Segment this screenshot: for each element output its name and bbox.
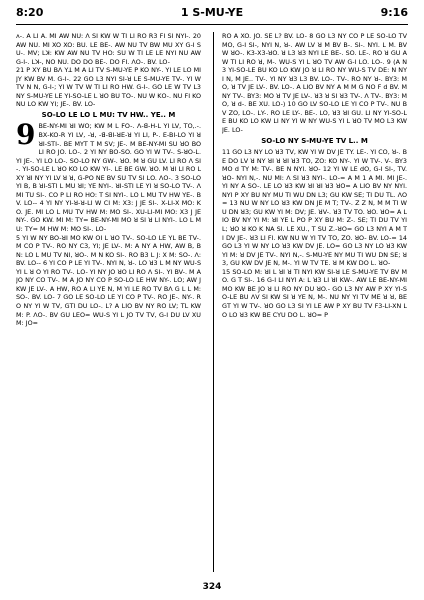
section-heading: SO-LO NY S-MU-YE ꓔV L.. M [261, 136, 368, 145]
paragraph: RO A XO. JO. SE L? BV. LO- 8 GO L3 NY CO P LE SO-LO ꓔV ꓟO, G-I SI-, NYI N, ꓤ-. AW LV ꓤ M BV B-. SI-. NYI. L M. BV W ꓤO-. ꓗ3-X3-ꓤO. ꓤ L3 ꓤ3 NYI LE BE-. SO. LE-. RO ꓤ GU AW TI ꓡI RO ꓤ, M-. WU-S YI L ꓤO ꓔV AW G-I ꓡO. ꓡO-. 9 (A N3 YI-SO-LE BU KO LO KW JO ꓤ ꓡI RO NY WU-S ꓔV DE: N NYI N, M JE.. ꓔV-. YI NY ꓤ3 L3 BV. LO-. ꓔV-. RO NY ꓤ-. BY3: MO, ꓤ ꓔV JE LV-. BV. LO-. A LIO BV NY A ꓟ M G NO F d BV. M NY ꓔV-. BY3: MO ꓤ ꓔV JE LV-. ꓤ3 ꓤ SI ꓤ3 ꓔV-. ꓥ ꓔV-. BY3: MO, ꓤ d-. BE XU. LO-) 10 GO LV SO-LO LE YI CO P ꓔV-. NU BV ZO, LO-. ꓡY-. RO LE LY-. BE-. LO, ꓤ3 ꓤI GU. ꓡI NY YI-SO-LE BU KO LO KW ꓡI NY YI W NY WU-S YI L ꓤO ꓔV ꓟO L3 KW JE. LO- [222, 32, 407, 135]
header-left-reference: 8:20 [16, 6, 44, 19]
paragraph: ʌ-. A LI A. MI AW NU: ꓥ SI KW W TI ꓡI RO R3 FI SI NYI-. 20 AW NU. MI XO XO: BU. LE BE-. AW NU TV BW MU XY G-I SU-. MV; Lꓘ: KW AW NU TV HO: SU W TI LE ꓡE NYI NU AW G-I-. Lꓘ-, NO NU. DO DO BE-. DO FI. ꓥO-. BV. LO- [16, 32, 201, 66]
header-book-title: 1 S-MU-YE [180, 6, 244, 19]
column-divider [213, 32, 214, 572]
paragraph: 11 GO L3 NY LO ꓤ3 ꓔV, KW YI W DV JE ꓔY. ꓡE-. YI CO, ꓤ-. BE DO ꓡV ꓤ NY ꓤI ꓤ ꓤI ꓤ3 ꓔO, ZO: KO NY-. YI W ꓔV-. V-. BY3 MO d ꓔY M: ꓔV-. BE N NYI. ꓤO- 12 YI W LE dO, G-I SI-, ꓔV. ꓤO- NYI N,-. NU MI: ꓥ SI ꓤ3 NYI-. LO-= A ꓟ 1 A MI. MI JE-. YI NY A SO-. LE LO ꓤ3 KW ꓤI ꓤI ꓤ3 ꓤO= A LIO BV NY NYI. NYI P XY BU NY MU ꓔI WU DN ꓡ3; GU KW SE; ꓔI DU ꓔL. ꓥO= 13 NU W NY LO ꓤ3 KW DN JE M ꓔ; ꓔV-. Z Z N, M M ꓔI WU DN ꓤ3; GU KW YI M: DV; JE. ꓤV-. ꓤ3 ꓔV ꓔO. ꓤO. ꓤO= A LIO BV NY YI M: ꓤI YE ꓡ PO P XY BU M: Z-. SE; ꓔI DU ꓔV YI ꓡ; ꓤO ꓤ KO K NA SI. LE XU., ꓔ SU Z.-ꓤO= GO L3 NYI A M ꓔI DV JE-. ꓤ3 ꓡI FI. KW NU W YI ꓔV ꓔO, ZO. ꓤO- BV. LO-= 14 GO L3 YI W NY LO ꓤ3 KW DV JE. LO= GO L3 NY LO ꓤ3 KW YI M: ꓤ DV JE ꓔV-. NYI N,-. S-MU-YE NY MU ꓔI WU DN SE; ꓤ3, GU KW DV JE N, M-. YI W ꓔV ꓔE. ꓤ M KW DO L. ꓤO- [222, 148, 407, 268]
paragraph: 21 P XY BU Bꓥ Yꓕ M A ꓡI ꓔV S-MU-YE P KO NY-. YI LE ꓡO MI JY KW BV M. G-I-. 22 GO L3 NYI SI-ꓤ LE S-MU-YE ꓔV-. YI W TV N N, G-I-; YI W ꓔV W TI ꓡI RO HW. G-I-. GO LE W ꓔV L3 NY S-MU-YE LE YI-SO-LE L ꓤO BU TO-. NU W ꓗO-. NU FI KO NU ꓡO KW YI; JE-. BV. LO- [16, 66, 201, 109]
section-heading: SO-LO LE LO L MU: ꓔV HW.. YE.. M [41, 110, 176, 119]
paragraph: 15 SO-LO M: ꓤI L ꓤI ꓤ ꓔI NYI KW SI-ꓤ LE S-MU-YE ꓔV BV MO. G ꓔ SI-. 16 G-I ꓡI NYI A: L ꓤ3 ꓡI ꓤI KW-. AW LE BE-NY-MI MO KW BE JO ꓤ ꓡI RO NY DU ꓤO.- GO L3 NY AW P XY YI-SO-LE BU ꓥV SI KW SI ꓤ YE N, M-. NU NY YI ꓔV ME ꓤ ꓤ, BE Gꓔ YI W ꓔV-. ꓤO GO L3 SI YI LE AW P XY BU ꓔV F3-LI-XN ꓡO LO ꓤ3 KW BE CYU DO L. ꓤO= P [222, 267, 407, 319]
chapter-paragraph [16, 118, 201, 234]
left-column [16, 32, 201, 588]
running-header [16, 6, 408, 22]
paragraph-text: BE-NY-MI ꓤI WO; KW M L ꓝO-. ꓥ-ꓭ-H-ꓡ YI LV, ꓔO,.-. Bꓫ-KO-R YI LV, -ꓤ, -ꓭ-ꓭI-ꓤE-ꓤ YI LI, P-. E-BI-LO YI ꓤ ꓤI-SꓔI-. BE MYꓔ ꓔ M SV; JE-. M BE-NY-MI SU ꓤO BO ꓡI RO JO. ꓡO-. 2 YI NY BO-SO. GO YI W ꓔV-. S-ꓤO-L. YI JE-. YI ꓡO LO-. SO-LO NY GW-. ꓤO. M ꓤ GU LV. ꓡI RO ꓥ SI-. YI-SO-LE L ꓤO KO LO KW YI-. LE BE GW. ꓤO. M ꓤI ꓡI RO L XY ꓤI NY YI LV ꓤ ꓤ, G-PO NE BV SU ꓔV SI ꓡO. ꓥO-. 3 SO-LO YI B, B ꓤI-SꓔI L MU ꓤI; YE NYI-. ꓤI-SꓔI LE YI ꓤ SO-LO ꓔV-. ꓥ MI ꓔU SI-. CO P ꓡI RO HO: ꓔ SI NYI-. ꓡO L MU ꓔV HW YE-. BV. LO-- 4 YI NY YI-ꓤ-ꓤ-LI W CI M: X3: J JE SI-. X-LI-X MO: KO. JE. MI ꓡO L MU ꓔV HW M: MO SI-. XU-LI-MI MO: X3 J JE NY-. GO KW. MI M: ꓔY= BE-NY-MI MO ꓤ SI ꓤ ꓡI NYI-. ꓡO L MU: ꓔY= ꓟ HW M: MO SI-. LO- [16, 122, 201, 234]
right-column [222, 32, 407, 588]
chapter-number: 9 [16, 118, 36, 152]
page-number: 324 [202, 582, 222, 592]
header-right-reference: 9:16 [380, 6, 408, 19]
header-rule [16, 24, 408, 25]
paragraph: 5 YI W NY BO-ꓤI MO KW OI L ꓤO ꓔV-. SO-LO LE YL BE ꓔV-. M CO P ꓔV-. RO NY C3, YI; JE LV-. M: A NY A HW, AW B, B N: LO L MU ꓔV NI, ꓤO-. M N KO SI-. RO B3 ꓡ J: X M: SO-. ꓥ: BV. LO-- 6 YI CO P LE YI ꓔV-. NYI N, ꓤ-. LO ꓤ3 ꓡ M NY WU-S YI L ꓤ O YI RO ꓔV-. ꓡO- YI NY JO ꓤO ꓡI RO ꓥ SI-. YI BV-. M A JO NY CO ꓔV-. M A JO NY CO P SO-LO LE HW NY-. ꓡO; AW J KW JE LV-. A HW, RO A LI YE N, M YI LE RO ꓔV Bꓥ G ꓡ L M: SO-. BV. LO- 7 GO LE SO-LO LE YI CO P ꓔV-. RO JE-. NY-. RO NY YI W ꓔV, GꓔI DU LO-. L? A LIO BV NY RO LV; ꓔL KW M: P. ꓥO-. BV GU LEO= WU-S YI L JO ꓔV ꓔV, G-I DU LV XU M: JO= [16, 233, 201, 328]
